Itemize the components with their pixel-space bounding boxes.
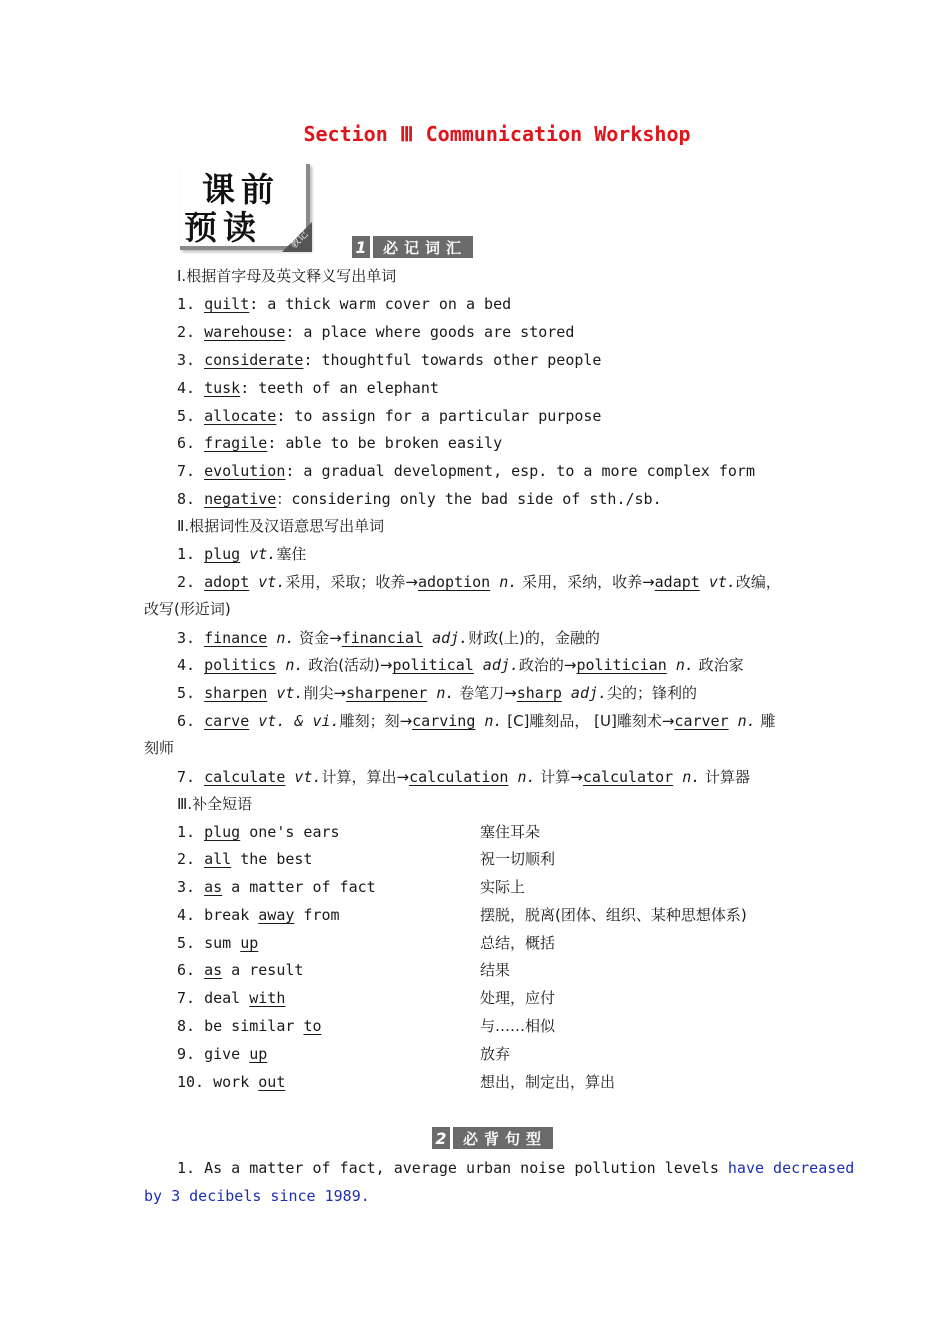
phrase-row: 7. deal with (177, 989, 286, 1007)
section-label: 必背句型 (453, 1127, 553, 1149)
list-item: 2. warehouse: a place where goods are stored (177, 323, 575, 341)
phrase-row: 8. be similar to (177, 1017, 322, 1035)
phrase-meaning: 塞住耳朵 (480, 823, 541, 841)
badge-corner-label: 教记 (288, 228, 311, 251)
badge-line1: 课前 (202, 170, 280, 209)
phrase-row: 2. all the best (177, 850, 313, 868)
list-item: 1. plug vt.塞住 (177, 545, 307, 563)
list-item: 4. politics n. 政治(活动)→political adj.政治的→politician n. 政治家 (177, 656, 744, 674)
list-item: 3. finance n. 资金→financial adj.财政(上)的，金融的 (177, 629, 600, 647)
part1-heading: Ⅰ.根据首字母及英文释义写出单词 (177, 267, 397, 285)
phrase-row: 10. work out (177, 1073, 286, 1091)
phrase-meaning: 总结，概括 (480, 934, 556, 952)
part2-heading: Ⅱ.根据词性及汉语意思写出单词 (177, 517, 385, 535)
section-number: 1 (352, 236, 370, 258)
list-item: 4. tusk: teeth of an elephant (177, 379, 439, 397)
list-item-continuation: 改写(形近词) (144, 600, 231, 618)
page-title: Section Ⅲ Communication Workshop (303, 122, 691, 146)
list-item: 7. calculate vt.计算，算出→calculation n. 计算→calculator n. 计算器 (177, 768, 751, 786)
phrase-meaning: 与……相似 (480, 1017, 556, 1035)
phrase-meaning: 结果 (480, 961, 511, 979)
phrase-meaning: 想出，制定出，算出 (480, 1073, 616, 1091)
list-item: 7. evolution: a gradual development, esp. to a more complex form (177, 462, 755, 480)
phrase-meaning: 处理，应付 (480, 989, 556, 1007)
list-item: 5. sharpen vt.削尖→sharpener n. 卷笔刀→sharp adj.尖的；锋利的 (177, 684, 698, 702)
phrase-row: 4. break away from (177, 906, 340, 924)
list-item: 1. quilt: a thick warm cover on a bed (177, 295, 512, 313)
phrase-row: 9. give up (177, 1045, 268, 1063)
list-item: 3. considerate: thoughtful towards other people (177, 351, 602, 369)
list-item: 6. fragile: able to be broken easily (177, 434, 503, 452)
phrase-row: 3. as a matter of fact (177, 878, 376, 896)
section-label: 必记词汇 (373, 236, 473, 258)
phrase-row: 6. as a result (177, 961, 304, 979)
section-header-sentences (432, 1127, 553, 1149)
phrase-meaning: 放弃 (480, 1045, 511, 1063)
phrase-meaning: 祝一切顺利 (480, 850, 556, 868)
list-item: 5. allocate: to assign for a particular purpose (177, 407, 602, 425)
phrase-row: 5. sum up (177, 934, 259, 952)
phrase-row: 1. plug one's ears (177, 823, 340, 841)
phrase-meaning: 实际上 (480, 878, 526, 896)
badge-line2: 预读 (184, 208, 262, 247)
list-item: 8. negative：considering only the bad side of sth./sb. (177, 490, 662, 508)
list-item: 6. carve vt. & vi.雕刻；刻→carving n. [C]雕刻品， [U]雕刻术→carver n. 雕 (177, 712, 776, 730)
sentence-continuation: by 3 decibels since 1989. (144, 1187, 370, 1205)
list-item: 2. adopt vt.采用，采取；收养→adoption n. 采用，采纳，收养→adapt vt.改编， (177, 573, 781, 591)
section-header-vocab (352, 236, 473, 258)
part3-heading: Ⅲ.补全短语 (177, 795, 253, 813)
list-item-continuation: 刻师 (144, 739, 175, 757)
preview-badge (180, 164, 310, 250)
phrase-meaning: 摆脱，脱离(团体、组织、某种思想体系) (480, 906, 747, 924)
sentence-item: 1. As a matter of fact, average urban noise pollution levels have decreased (177, 1159, 855, 1177)
section-number: 2 (432, 1127, 450, 1149)
